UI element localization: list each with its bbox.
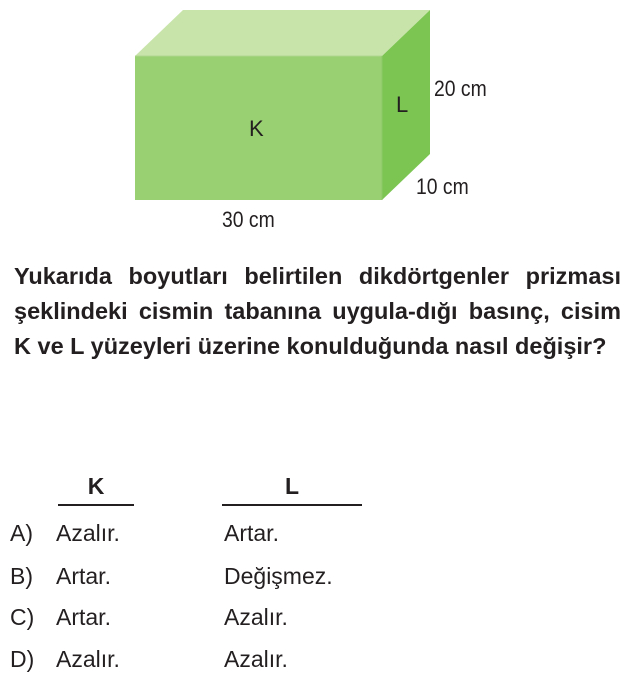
height-dimension: 20 cm	[434, 76, 487, 101]
option-letter: D)	[10, 646, 35, 672]
question-text: Yukarıda boyutları belirtilen dikdörtgenler prizması şeklindeki cismin tabanına uygula-dığı basınç, cisim K ve L yüzeyleri üzerine konulduğunda nasıl değişir?	[14, 263, 621, 359]
column-header-k: K	[87, 473, 105, 499]
width-dimension: 30 cm	[222, 207, 275, 232]
option-letter: C)	[10, 604, 35, 630]
option-l-value: Azalır.	[224, 604, 288, 630]
face-l-label: L	[396, 92, 409, 117]
option-k-value: Artar.	[56, 604, 111, 630]
option-l-value: Değişmez.	[224, 563, 333, 589]
option-k-value: Azalır.	[56, 646, 120, 672]
option-l-value: Artar.	[224, 520, 279, 546]
face-k-label: K	[249, 116, 264, 141]
option-letter: B)	[10, 563, 33, 589]
option-k-value: Azalır.	[56, 520, 120, 546]
prism-figure	[0, 0, 636, 240]
column-underline-k	[58, 504, 134, 506]
depth-dimension: 10 cm	[416, 174, 469, 199]
column-underline-l	[222, 504, 362, 506]
column-header-l: L	[284, 473, 300, 499]
prism-drawing	[0, 0, 636, 240]
prism-top-face	[135, 10, 430, 56]
option-k-value: Artar.	[56, 563, 111, 589]
option-l-value: Azalır.	[224, 646, 288, 672]
option-letter: A)	[10, 520, 33, 546]
